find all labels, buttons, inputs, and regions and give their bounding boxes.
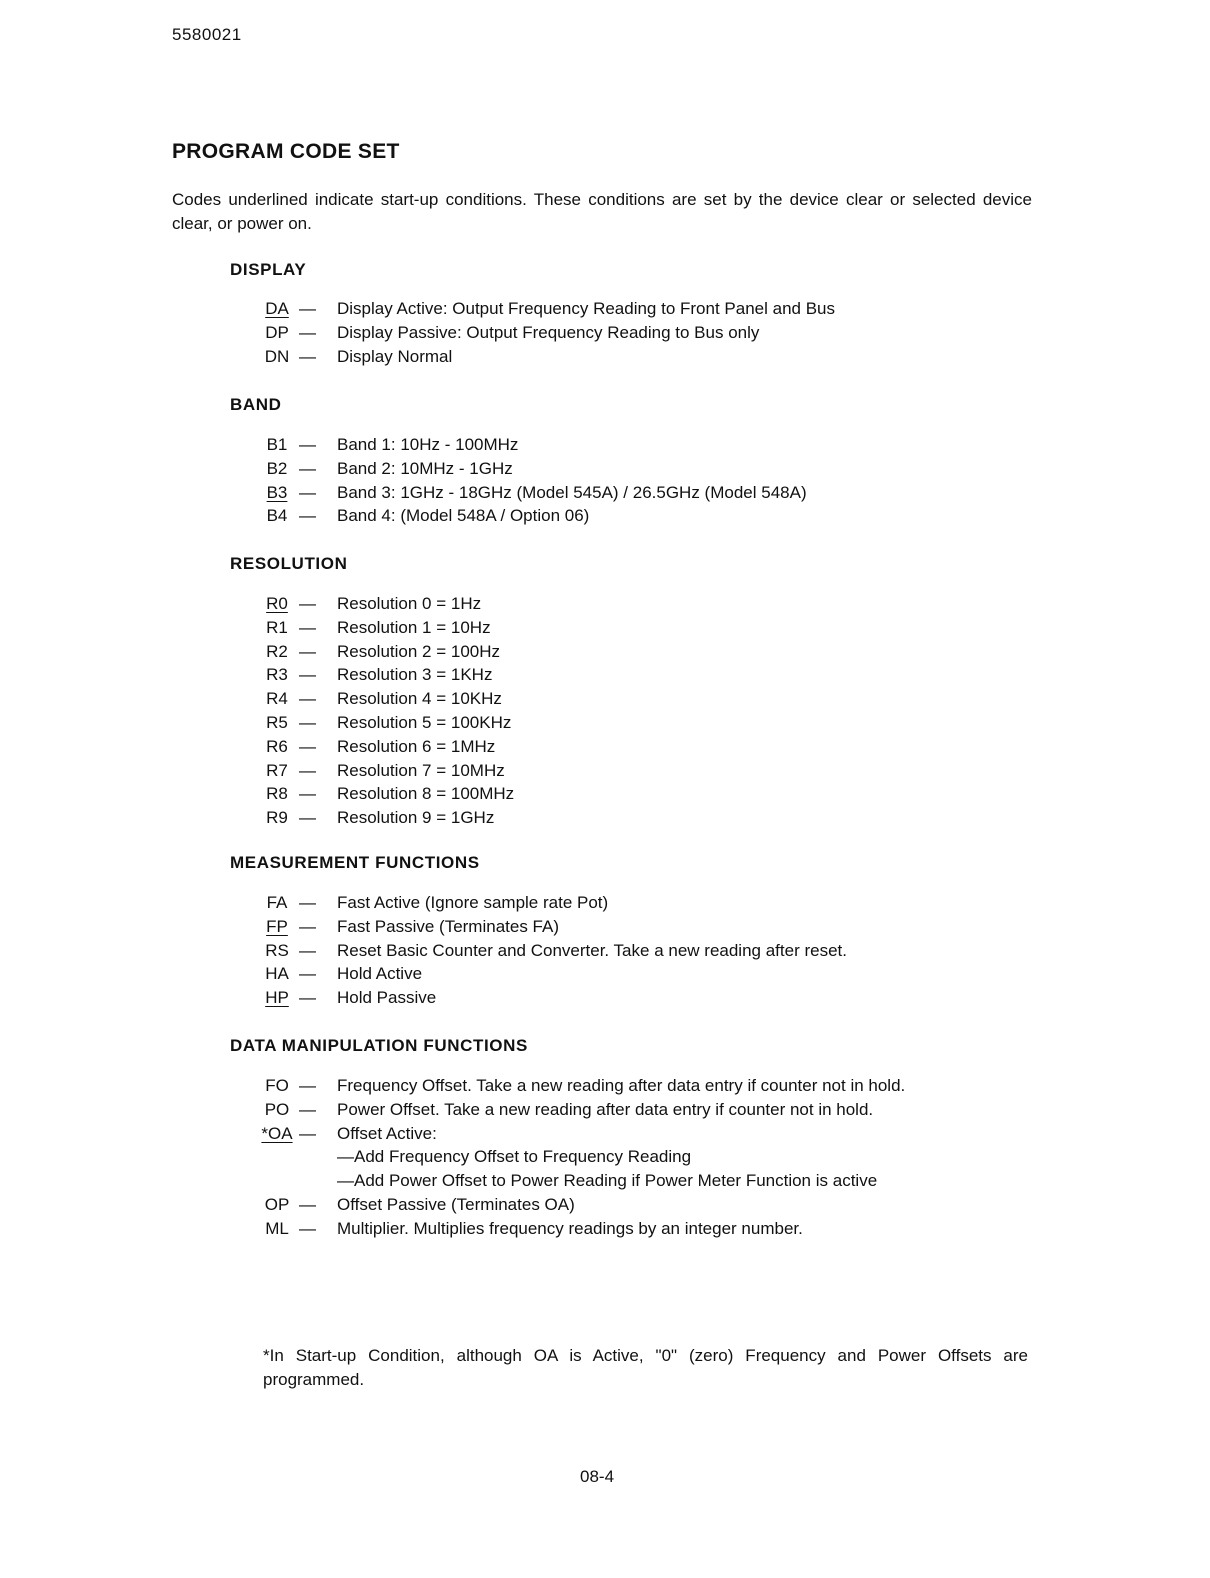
code-row-r0 (255, 592, 514, 616)
code-dash: — (299, 689, 316, 709)
code-sub-description: —Add Frequency Offset to Frequency Reading (337, 1147, 692, 1167)
code-description: Resolution 7 = 10MHz (337, 760, 505, 780)
code-row-fo (255, 1074, 905, 1098)
code-description: Frequency Offset. Take a new reading after data entry if counter not in hold. (337, 1076, 906, 1095)
footnote-mark: * (263, 1346, 270, 1365)
code-label: R5 (266, 712, 288, 732)
resolution-code-list (255, 592, 514, 830)
code-description: Reset Basic Counter and Converter. Take a new reading after reset. (337, 940, 847, 960)
section-heading-resolution: RESOLUTION (230, 554, 348, 573)
code-row-dp (255, 321, 835, 345)
code-subrow-add-frequency-offset (255, 1145, 905, 1169)
code-dash: — (299, 784, 316, 804)
code-description: Band 1: 10Hz - 100MHz (337, 435, 519, 454)
code-label: B4 (266, 506, 288, 526)
code-description: Offset Passive (Terminates OA) (337, 1194, 575, 1214)
code-description: Band 3: 1GHz - 18GHz (Model 545A) / 26.5GHz (Model 548A) (337, 482, 807, 502)
code-label: HP (265, 988, 289, 1008)
code-row-r3 (255, 663, 514, 687)
code-dash: — (299, 893, 316, 912)
code-label: R7 (266, 760, 288, 780)
code-dash: — (299, 1218, 316, 1238)
code-row-b4 (255, 504, 807, 528)
code-dash: — (299, 299, 316, 318)
section-heading-data-manipulation: DATA MANIPULATION FUNCTIONS (230, 1036, 528, 1055)
code-row-op (255, 1193, 905, 1217)
code-label: FA (266, 893, 288, 912)
code-row-po (255, 1098, 905, 1122)
code-row-r6 (255, 735, 514, 759)
code-row-b2 (255, 457, 807, 481)
code-description: Multiplier. Multiplies frequency readings by an integer number. (337, 1218, 803, 1238)
code-row-r7 (255, 759, 514, 783)
code-label: RS (265, 940, 289, 960)
code-label: FP (266, 916, 288, 936)
band-code-list (255, 433, 807, 528)
code-description: Resolution 9 = 1GHz (337, 808, 495, 828)
code-row-r8 (255, 782, 514, 806)
code-dash: — (299, 988, 316, 1008)
code-dash: — (299, 346, 316, 366)
code-row-hp (255, 986, 847, 1010)
code-dash: — (299, 665, 316, 685)
code-label: PO (264, 1099, 290, 1119)
code-description: Band 2: 10MHz - 1GHz (337, 458, 513, 478)
code-dash: — (299, 458, 316, 478)
code-label: R9 (266, 808, 288, 828)
data-manipulation-code-list (255, 1074, 905, 1241)
page-number: 08-4 (580, 1467, 615, 1486)
section-heading-band: BAND (230, 395, 282, 414)
code-row-r9 (255, 806, 514, 830)
code-row-r2 (255, 640, 514, 664)
code-label: R1 (266, 617, 288, 637)
code-dash: — (299, 506, 316, 526)
code-row-r5 (255, 711, 514, 735)
code-label: R0 (266, 594, 288, 613)
code-dash: — (299, 736, 316, 756)
section-heading-display: DISPLAY (230, 260, 307, 279)
code-dash: — (299, 712, 316, 732)
code-dash: — (299, 594, 316, 613)
code-label: R8 (266, 784, 288, 804)
code-dash: — (299, 808, 316, 828)
code-description: Resolution 4 = 10KHz (337, 689, 502, 709)
code-description: Display Passive: Output Frequency Reading to Bus only (337, 322, 760, 342)
code-dash: — (299, 1076, 316, 1095)
code-dash: — (299, 964, 316, 984)
code-description: Resolution 3 = 1KHz (337, 665, 493, 685)
document-id: 5580021 (172, 25, 242, 44)
code-dash: — (299, 1123, 316, 1143)
code-dash: — (299, 916, 316, 936)
code-dash: — (299, 322, 316, 342)
code-label: R6 (266, 736, 288, 756)
code-description: Resolution 5 = 100KHz (337, 712, 512, 732)
code-dash: — (299, 617, 316, 637)
code-subrow-add-power-offset (255, 1169, 905, 1193)
code-dash: — (299, 1194, 316, 1214)
code-label: DN (264, 346, 290, 366)
code-label: OP (264, 1194, 290, 1214)
code-row-r4 (255, 687, 514, 711)
code-description: Fast Active (Ignore sample rate Pot) (337, 893, 609, 912)
code-row-ha (255, 962, 847, 986)
code-label: R3 (266, 665, 288, 685)
code-dash: — (299, 760, 316, 780)
intro-paragraph: Codes underlined indicate start-up conditions. These conditions are set by the device clear or selected device clear, or power on. (172, 190, 1032, 233)
section-heading-measurement-functions: MEASUREMENT FUNCTIONS (230, 853, 480, 872)
code-row-r1 (255, 616, 514, 640)
code-description: Fast Passive (Terminates FA) (337, 916, 560, 936)
code-description: Resolution 8 = 100MHz (337, 784, 515, 804)
code-dash: — (299, 482, 316, 502)
code-sub-description: —Add Power Offset to Power Reading if Power Meter Function is active (337, 1171, 878, 1191)
code-description: Band 4: (Model 548A / Option 06) (337, 506, 590, 526)
code-dash: — (299, 641, 316, 661)
code-label: ML (265, 1218, 289, 1238)
code-row-rs (255, 939, 847, 963)
code-description: Resolution 1 = 10Hz (337, 617, 491, 637)
code-row-b1 (255, 433, 807, 457)
code-row-b3 (255, 481, 807, 505)
page-title: PROGRAM CODE SET (172, 140, 400, 163)
code-description: Offset Active: (337, 1123, 437, 1143)
code-row-oa (255, 1122, 905, 1146)
code-row-dn (255, 345, 835, 369)
code-row-fa (255, 891, 847, 915)
code-description: Resolution 0 = 1Hz (337, 594, 482, 613)
code-dash: — (299, 435, 316, 454)
code-label: B3 (266, 482, 288, 502)
code-dash: — (299, 1099, 316, 1119)
footnote-text: In Start-up Condition, although OA is Active, "0" (zero) Frequency and Power Offsets are programmed. (263, 1346, 1028, 1389)
code-description: Hold Active (337, 964, 423, 984)
code-row-ml (255, 1217, 905, 1241)
display-code-list (255, 297, 835, 368)
code-dash: — (299, 940, 316, 960)
code-description: Power Offset. Take a new reading after data entry if counter not in hold. (337, 1099, 874, 1119)
code-description: Resolution 6 = 1MHz (337, 736, 496, 756)
measurement-code-list (255, 891, 847, 1010)
footnote (263, 1344, 1028, 1392)
code-row-da (255, 297, 835, 321)
code-label: R4 (266, 689, 288, 709)
code-label: *OA (261, 1123, 293, 1143)
code-description: Display Active: Output Frequency Reading to Front Panel and Bus (337, 299, 835, 318)
code-description: Display Normal (337, 346, 453, 366)
code-label: FO (265, 1076, 289, 1095)
code-description: Resolution 2 = 100Hz (337, 641, 501, 661)
code-label: B1 (266, 435, 288, 454)
code-description: Hold Passive (337, 988, 437, 1008)
code-label: HA (265, 964, 289, 984)
code-label: B2 (266, 458, 288, 478)
code-label: R2 (266, 641, 288, 661)
code-label: DP (265, 322, 289, 342)
code-label: DA (265, 299, 289, 318)
code-row-fp (255, 915, 847, 939)
